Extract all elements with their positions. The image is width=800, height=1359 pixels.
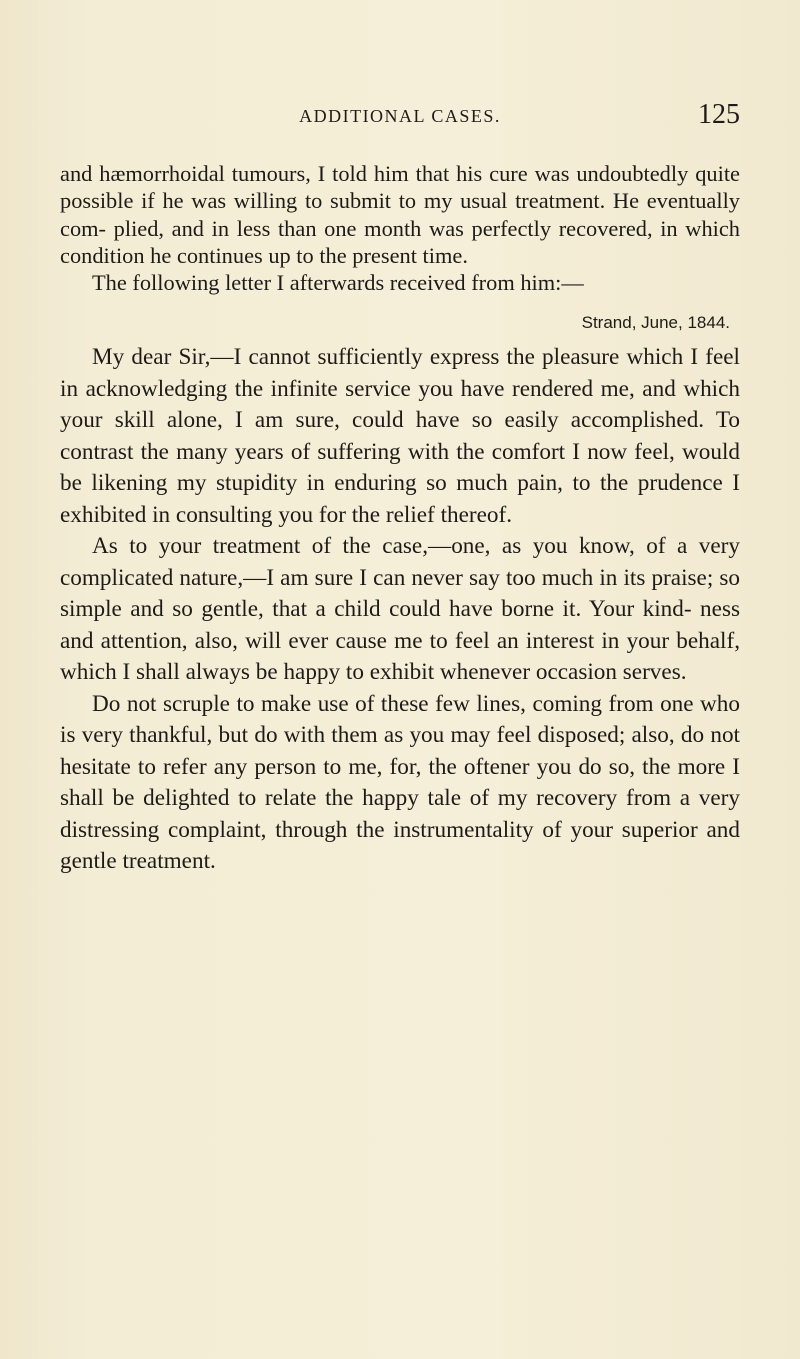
letter [60,342,740,878]
letter-paragraph: Do not scruple to make use of these few lines, coming from one who is very thankful, but do with them as you may feel disposed; also, do not hesitate to refer any person to me, for, the oftener you do so, the more I shall be delighted to relate the happy tale of my recovery from a very distressing complaint, through the instrumentality of your superior and gentle treatment. [60,690,740,875]
narrative-paragraph: The following letter I afterwards received from him:— [92,270,584,296]
page-number: 125 [698,99,740,130]
body-text [60,160,740,878]
narrative-paragraph: and hæmorrhoidal tumours, I told him that his cure was undoubtedly quite possible if he was willing to submit to my usual treatment. He eventually com- plied, and in less than one month was perfectly recovered, in which condition he continues up to the present time. [60,161,740,268]
running-title: ADDITIONAL CASES. [299,106,501,126]
letter-dateline: Strand, June, 1844. [581,313,730,333]
letter-paragraph: As to your treatment of the case,—one, as you know, of a very complicated nature,—I am sure I can never say too much in its praise; so simple and so gentle, that a child could have borne it. Your kind- ness and attention, also, will ever cause me to feel an interest in your behalf, which I shall always be happy to exhibit whenever occasion serves. [60,533,740,686]
letter-paragraph: My dear Sir,—I cannot sufficiently express the pleasure which I feel in acknowledging the infinite service you have rendered me, and which your skill alone, I am sure, could have so easily accomplished. To contrast the many years of suffering with the comfort I now feel, would be likening my stupidity in enduring so much pain, to the prudence I exhibited in consulting you for the relief thereof. [60,344,740,528]
running-head [60,100,740,140]
